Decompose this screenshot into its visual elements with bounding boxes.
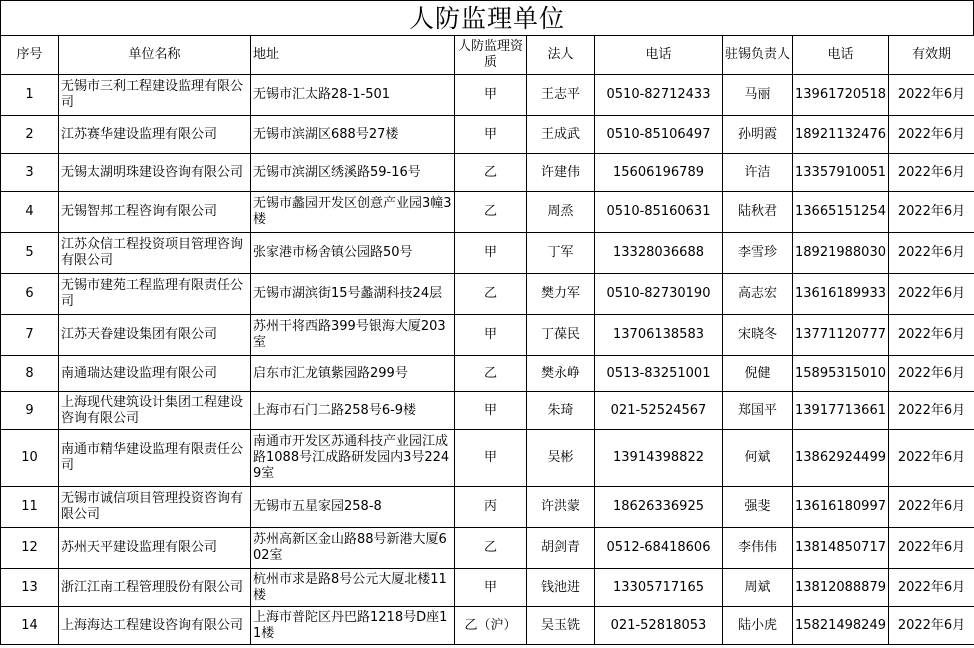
cell-qualification: 乙 (455, 356, 527, 392)
header-qualification: 人防监理资质 (455, 36, 527, 75)
supervision-units-table (0, 35, 974, 645)
cell-seq: 4 (1, 192, 59, 233)
cell-validity: 2022年6月 (889, 274, 974, 315)
table-row (1, 233, 974, 274)
cell-seq: 9 (1, 392, 59, 430)
cell-name: 江苏众信工程投资项目管理咨询有限公司 (59, 233, 251, 274)
cell-validity: 2022年6月 (889, 607, 974, 645)
cell-validity: 2022年6月 (889, 528, 974, 569)
cell-legal: 许洪蒙 (527, 487, 595, 528)
cell-legal: 樊力军 (527, 274, 595, 315)
cell-validity: 2022年6月 (889, 116, 974, 154)
cell-validity: 2022年6月 (889, 233, 974, 274)
header-address: 地址 (251, 36, 455, 75)
table-row (1, 192, 974, 233)
cell-address: 苏州干将西路399号银海大厦203室 (251, 315, 455, 356)
page-title: 人防监理单位 (0, 0, 974, 35)
cell-legal: 胡剑青 (527, 528, 595, 569)
cell-phone: 0510-85106497 (595, 116, 723, 154)
cell-seq: 1 (1, 75, 59, 116)
cell-seq: 8 (1, 356, 59, 392)
table-row (1, 528, 974, 569)
cell-address: 无锡市五星家园258-8 (251, 487, 455, 528)
cell-contact: 何斌 (723, 430, 793, 487)
cell-contact-phone: 13814850717 (793, 528, 889, 569)
cell-contact-phone: 13665151254 (793, 192, 889, 233)
cell-contact: 宋晓冬 (723, 315, 793, 356)
header-legal: 法人 (527, 36, 595, 75)
cell-contact: 周斌 (723, 569, 793, 607)
cell-contact: 郑国平 (723, 392, 793, 430)
cell-name: 无锡市诚信项目管理投资咨询有限公司 (59, 487, 251, 528)
cell-validity: 2022年6月 (889, 315, 974, 356)
cell-seq: 5 (1, 233, 59, 274)
cell-contact-phone: 18921988030 (793, 233, 889, 274)
header-name: 单位名称 (59, 36, 251, 75)
cell-legal: 钱池进 (527, 569, 595, 607)
cell-qualification: 甲 (455, 392, 527, 430)
cell-name: 无锡市三利工程建设监理有限公司 (59, 75, 251, 116)
cell-validity: 2022年6月 (889, 569, 974, 607)
cell-name: 上海海达工程建设咨询有限公司 (59, 607, 251, 645)
table-row (1, 430, 974, 487)
cell-contact: 强斐 (723, 487, 793, 528)
cell-name: 南通瑞达建设监理有限公司 (59, 356, 251, 392)
cell-qualification: 甲 (455, 430, 527, 487)
cell-contact: 马丽 (723, 75, 793, 116)
cell-name: 江苏赛华建设监理有限公司 (59, 116, 251, 154)
cell-address: 杭州市求是路8号公元大厦北楼11楼 (251, 569, 455, 607)
cell-qualification: 乙 (455, 274, 527, 315)
cell-address: 张家港市杨舍镇公园路50号 (251, 233, 455, 274)
cell-address: 无锡市滨湖区绣溪路59-16号 (251, 154, 455, 192)
cell-seq: 12 (1, 528, 59, 569)
table-row (1, 75, 974, 116)
table-row (1, 356, 974, 392)
cell-name: 江苏天眷建设集团有限公司 (59, 315, 251, 356)
cell-qualification: 甲 (455, 315, 527, 356)
cell-qualification: 甲 (455, 233, 527, 274)
cell-address: 上海市石门二路258号6-9楼 (251, 392, 455, 430)
cell-phone: 13914398822 (595, 430, 723, 487)
cell-contact: 李雪珍 (723, 233, 793, 274)
cell-address: 无锡市蠡园开发区创意产业园3幢3楼 (251, 192, 455, 233)
cell-phone: 0510-85160631 (595, 192, 723, 233)
cell-qualification: 甲 (455, 569, 527, 607)
cell-address: 无锡市汇太路28-1-501 (251, 75, 455, 116)
cell-phone: 0513-83251001 (595, 356, 723, 392)
cell-seq: 13 (1, 569, 59, 607)
cell-validity: 2022年6月 (889, 154, 974, 192)
table-row (1, 154, 974, 192)
cell-name: 苏州天平建设监理有限公司 (59, 528, 251, 569)
cell-qualification: 甲 (455, 116, 527, 154)
cell-contact: 高志宏 (723, 274, 793, 315)
cell-validity: 2022年6月 (889, 430, 974, 487)
table-row (1, 607, 974, 645)
cell-address: 苏州高新区金山路88号新港大厦602室 (251, 528, 455, 569)
cell-contact-phone: 18921132476 (793, 116, 889, 154)
cell-qualification: 乙 (455, 528, 527, 569)
cell-phone: 0510-82730190 (595, 274, 723, 315)
cell-contact-phone: 15895315010 (793, 356, 889, 392)
cell-contact: 倪健 (723, 356, 793, 392)
cell-contact-phone: 13616189933 (793, 274, 889, 315)
header-contact-phone: 电话 (793, 36, 889, 75)
cell-phone: 021-52524567 (595, 392, 723, 430)
cell-legal: 周烝 (527, 192, 595, 233)
cell-validity: 2022年6月 (889, 487, 974, 528)
cell-contact-phone: 13961720518 (793, 75, 889, 116)
table-row (1, 116, 974, 154)
cell-address: 上海市普陀区丹巴路1218号D座11楼 (251, 607, 455, 645)
cell-phone: 021-52818053 (595, 607, 723, 645)
header-validity: 有效期 (889, 36, 974, 75)
cell-address: 南通市开发区苏通科技产业园江成路1088号江成路研发园内3号2249室 (251, 430, 455, 487)
cell-qualification: 乙（沪） (455, 607, 527, 645)
cell-qualification: 乙 (455, 192, 527, 233)
cell-contact-phone: 13357910051 (793, 154, 889, 192)
cell-address: 无锡市滨湖区688号27楼 (251, 116, 455, 154)
cell-legal: 丁军 (527, 233, 595, 274)
cell-phone: 0510-82712433 (595, 75, 723, 116)
table-row (1, 569, 974, 607)
cell-qualification: 乙 (455, 154, 527, 192)
cell-seq: 7 (1, 315, 59, 356)
table-row (1, 487, 974, 528)
cell-seq: 3 (1, 154, 59, 192)
header-seq: 序号 (1, 36, 59, 75)
cell-validity: 2022年6月 (889, 75, 974, 116)
cell-contact-phone: 13917713661 (793, 392, 889, 430)
cell-address: 无锡市湖滨街15号蠡湖科技24层 (251, 274, 455, 315)
cell-qualification: 丙 (455, 487, 527, 528)
cell-name: 无锡太湖明珠建设咨询有限公司 (59, 154, 251, 192)
cell-legal: 王成武 (527, 116, 595, 154)
cell-validity: 2022年6月 (889, 356, 974, 392)
cell-legal: 丁葆民 (527, 315, 595, 356)
cell-name: 浙江江南工程管理股份有限公司 (59, 569, 251, 607)
cell-seq: 6 (1, 274, 59, 315)
cell-phone: 13706138583 (595, 315, 723, 356)
cell-validity: 2022年6月 (889, 192, 974, 233)
table-row (1, 315, 974, 356)
cell-contact: 许洁 (723, 154, 793, 192)
cell-legal: 朱琦 (527, 392, 595, 430)
cell-phone: 15606196789 (595, 154, 723, 192)
cell-contact: 李伟伟 (723, 528, 793, 569)
cell-name: 无锡市建苑工程监理有限责任公司 (59, 274, 251, 315)
table-row (1, 392, 974, 430)
cell-contact-phone: 13771120777 (793, 315, 889, 356)
header-row (1, 36, 974, 75)
cell-phone: 13305717165 (595, 569, 723, 607)
cell-name: 南通市精华建设监理有限责任公司 (59, 430, 251, 487)
cell-phone: 13328036688 (595, 233, 723, 274)
cell-phone: 18626336925 (595, 487, 723, 528)
cell-name: 无锡智邦工程咨询有限公司 (59, 192, 251, 233)
header-contact: 驻锡负责人 (723, 36, 793, 75)
cell-legal: 吴玉铣 (527, 607, 595, 645)
cell-legal: 樊永峥 (527, 356, 595, 392)
cell-contact-phone: 13616180997 (793, 487, 889, 528)
cell-phone: 0512-68418606 (595, 528, 723, 569)
cell-qualification: 甲 (455, 75, 527, 116)
cell-validity: 2022年6月 (889, 392, 974, 430)
cell-legal: 吴彬 (527, 430, 595, 487)
cell-seq: 14 (1, 607, 59, 645)
cell-legal: 许建伟 (527, 154, 595, 192)
cell-contact-phone: 13862924499 (793, 430, 889, 487)
cell-seq: 11 (1, 487, 59, 528)
cell-name: 上海现代建筑设计集团工程建设咨询有限公司 (59, 392, 251, 430)
cell-seq: 10 (1, 430, 59, 487)
cell-contact: 陆秋君 (723, 192, 793, 233)
cell-contact: 孙明霞 (723, 116, 793, 154)
header-phone: 电话 (595, 36, 723, 75)
table-row (1, 274, 974, 315)
cell-contact-phone: 13812088879 (793, 569, 889, 607)
cell-legal: 王志平 (527, 75, 595, 116)
cell-address: 启东市汇龙镇紫园路299号 (251, 356, 455, 392)
cell-contact-phone: 15821498249 (793, 607, 889, 645)
cell-contact: 陆小虎 (723, 607, 793, 645)
cell-seq: 2 (1, 116, 59, 154)
